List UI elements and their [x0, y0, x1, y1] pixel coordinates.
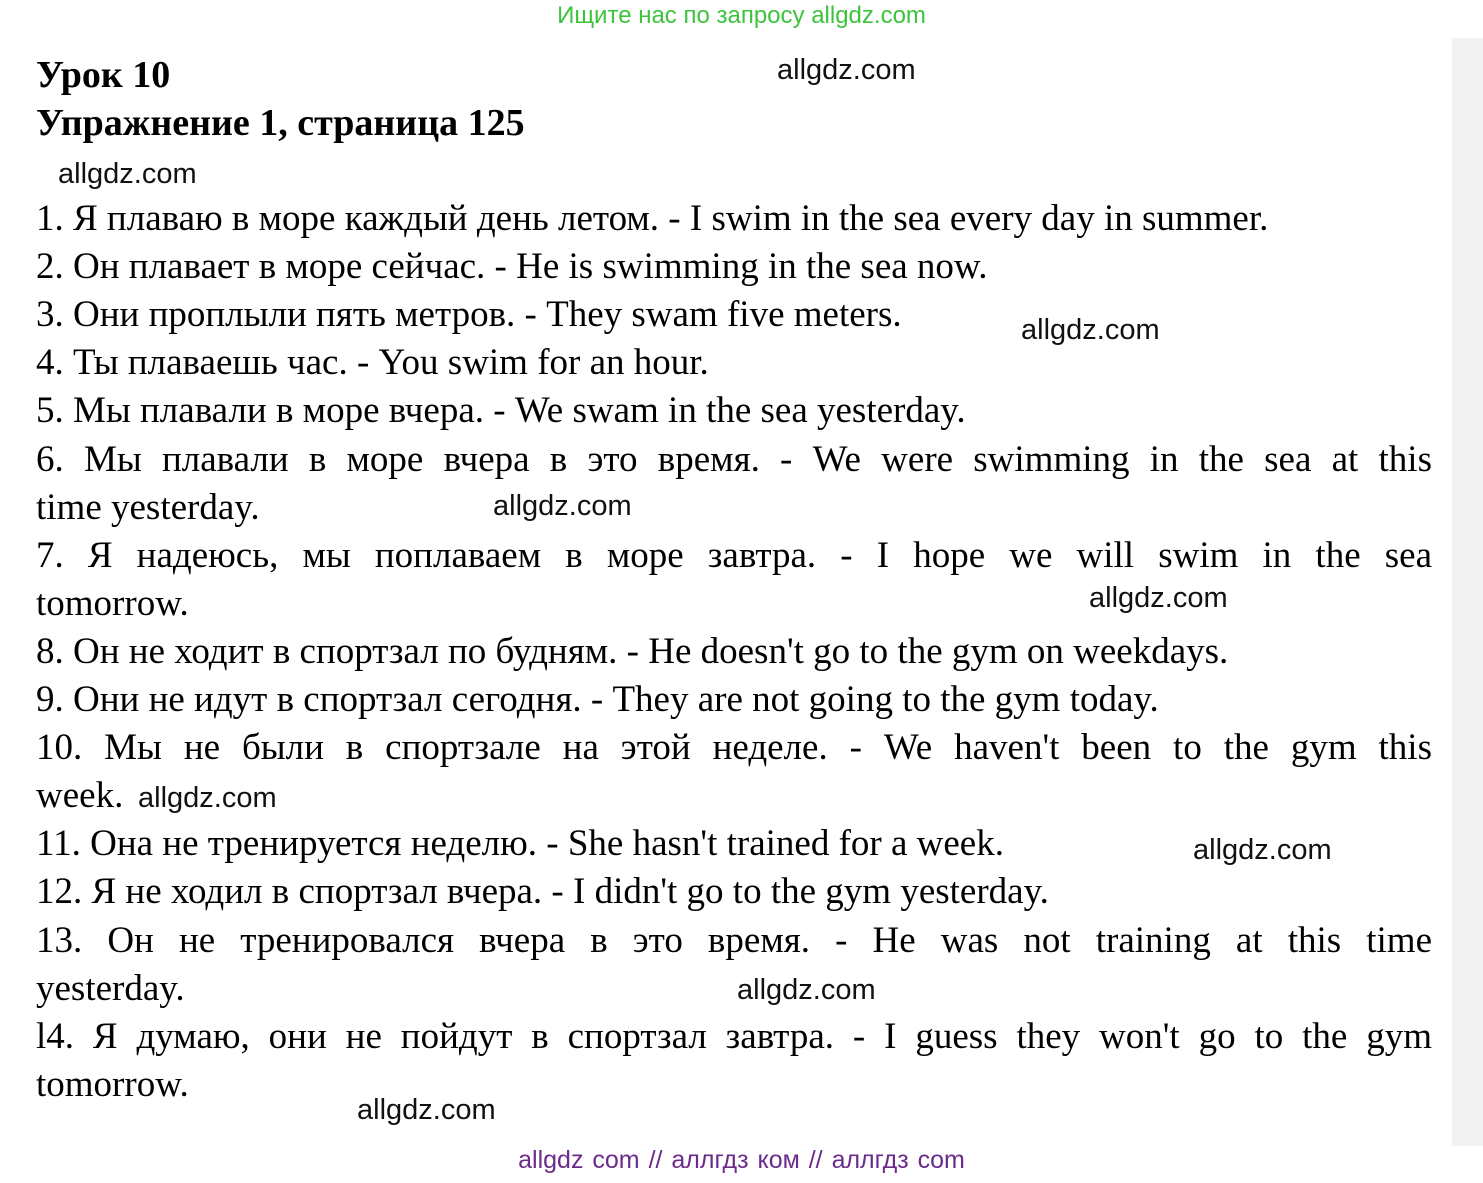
answer-line-10: 10. Мы не были в спортзале на этой неделе. - We haven't been to the gym this	[36, 727, 1432, 768]
watermark: allgdz.com	[777, 54, 916, 86]
exercise-title: Упражнение 1, страница 125	[36, 102, 525, 144]
answer-line-8: 8. Он не ходит в спортзал по будням. - He doesn't go to the gym on weekdays.	[36, 631, 1229, 672]
answer-line-12: 12. Я не ходил в спортзал вчера. - I didn't go to the gym yesterday.	[36, 871, 1049, 912]
answer-line-10-continued: week.	[36, 775, 124, 816]
lesson-title: Урок 10	[36, 54, 171, 96]
answer-line-4: 4. Ты плаваешь час. - You swim for an hour.	[36, 342, 709, 383]
answer-line-7: 7. Я надеюсь, мы поплаваем в море завтра. - I hope we will swim in the sea	[36, 535, 1432, 576]
answer-line-5: 5. Мы плавали в море вчера. - We swam in the sea yesterday.	[36, 390, 966, 431]
watermark: allgdz.com	[357, 1094, 496, 1126]
watermark: allgdz.com	[1021, 314, 1160, 346]
footer-links: allgdz com // аллгдз ком // аллгдз com	[518, 1146, 965, 1174]
watermark: allgdz.com	[737, 974, 876, 1006]
answer-line-14: l4. Я думаю, они не пойдут в спортзал завтра. - I guess they won't go to the gym	[36, 1016, 1432, 1057]
answer-line-6: 6. Мы плавали в море вчера в это время. - We were swimming in the sea at this	[36, 439, 1432, 480]
answer-line-1: 1. Я плаваю в море каждый день летом. - I swim in the sea every day in summer.	[36, 198, 1269, 239]
answer-line-9: 9. Они не идут в спортзал сегодня. - They are not going to the gym today.	[36, 679, 1159, 720]
watermark: allgdz.com	[493, 490, 632, 522]
answer-line-13-continued: yesterday.	[36, 968, 185, 1009]
answer-line-7-continued: tomorrow.	[36, 583, 189, 624]
search-banner: Ищите нас по запросу allgdz.com	[557, 2, 926, 29]
answer-line-13: 13. Он не тренировался вчера в это время. - He was not training at this time	[36, 920, 1432, 961]
answer-line-2: 2. Он плавает в море сейчас. - He is swimming in the sea now.	[36, 246, 988, 287]
answer-line-6-continued: time yesterday.	[36, 487, 260, 528]
scrollbar-track[interactable]	[1452, 38, 1483, 1146]
answer-line-14-continued: tomorrow.	[36, 1064, 189, 1105]
watermark: allgdz.com	[138, 782, 277, 814]
watermark: allgdz.com	[58, 158, 197, 190]
watermark: allgdz.com	[1193, 834, 1332, 866]
watermark: allgdz.com	[1089, 582, 1228, 614]
answer-line-11: 11. Она не тренируется неделю. - She hasn't trained for a week.	[36, 823, 1004, 864]
answer-line-3: 3. Они проплыли пять метров. - They swam five meters.	[36, 294, 902, 335]
